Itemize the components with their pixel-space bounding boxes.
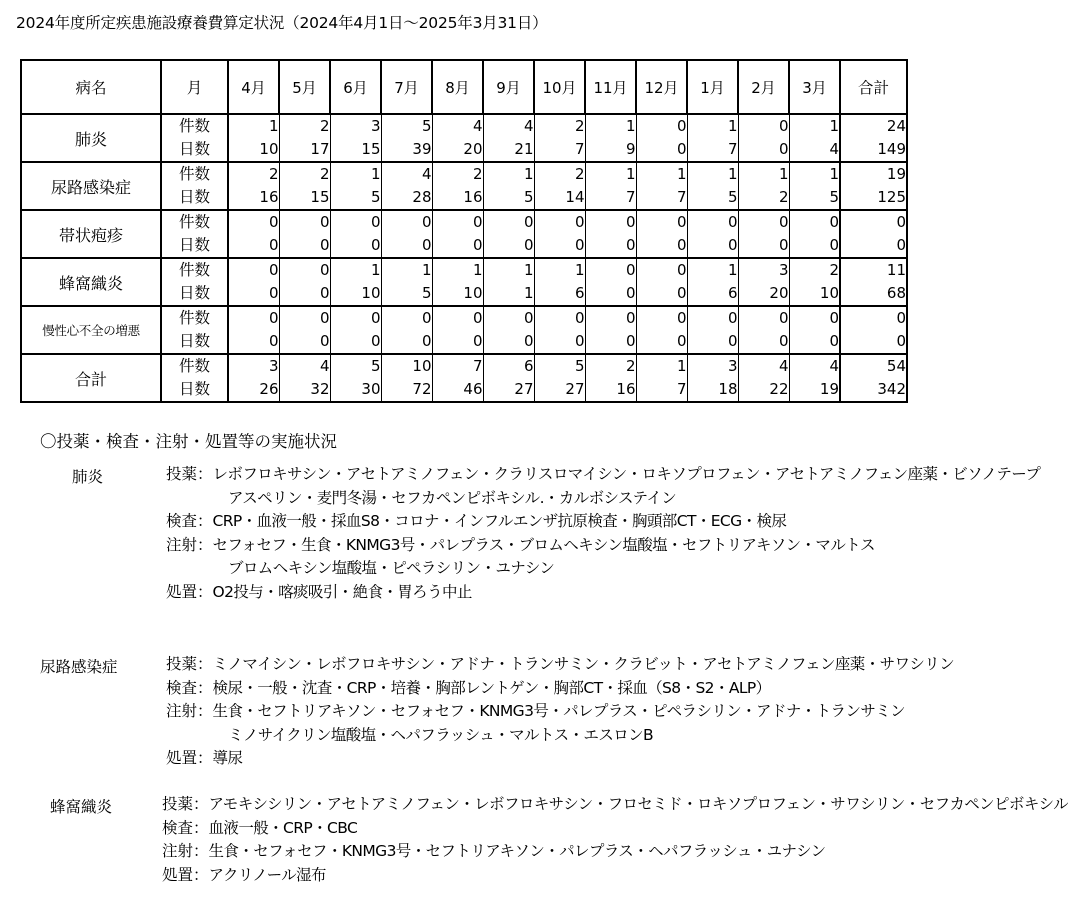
days-total-cell: 342 <box>840 378 907 402</box>
count-total-cell: 54 <box>840 354 907 378</box>
detail-item-label: 処置： <box>166 583 213 601</box>
count-cell: 3 <box>330 114 381 138</box>
count-cell: 0 <box>279 258 330 282</box>
days-cell: 32 <box>279 378 330 402</box>
count-cell: 0 <box>228 210 279 234</box>
days-cell: 0 <box>636 282 687 306</box>
count-cell: 3 <box>687 354 738 378</box>
count-cell: 0 <box>228 306 279 330</box>
count-cell: 1 <box>636 162 687 186</box>
detail-item-label: 注射： <box>166 702 213 721</box>
header-total: 合計 <box>840 60 907 114</box>
days-cell: 15 <box>279 186 330 210</box>
count-cell: 0 <box>636 258 687 282</box>
days-cell: 0 <box>432 234 483 258</box>
count-cell: 2 <box>789 258 840 282</box>
days-cell: 9 <box>585 138 636 162</box>
detail-item <box>166 652 954 676</box>
count-cell: 1 <box>687 114 738 138</box>
detail-item-label: 処置： <box>166 749 213 768</box>
days-label-cell: 日数 <box>161 378 228 402</box>
header-disease: 病名 <box>21 60 161 114</box>
page-title: 2024年度所定疾患施設療養費算定状況（2024年4月1日～2025年3月31日） <box>16 14 548 32</box>
count-cell: 0 <box>534 306 585 330</box>
days-cell: 72 <box>381 378 432 402</box>
detail-item-text: ミノマイシン・レボフロキサシン・アドナ・トランサミン・クラビット・アセトアミノフェン座薬・サワシリン <box>212 655 955 673</box>
detail-item-text: アモキシシリン・アセトアミノフェン・レボフロキサシン・フロセミド・ロキソプロフェン・サワシリン・セフカペンピボキシル <box>208 795 1068 813</box>
count-cell: 0 <box>789 306 840 330</box>
header-month-cell: 2月 <box>738 60 789 114</box>
detail-item <box>162 839 826 863</box>
count-label-cell: 件数 <box>161 306 228 330</box>
days-cell: 5 <box>381 282 432 306</box>
days-cell: 10 <box>789 282 840 306</box>
days-cell: 5 <box>789 186 840 210</box>
count-cell: 1 <box>483 162 534 186</box>
count-cell: 0 <box>330 306 381 330</box>
detail-item <box>166 699 905 723</box>
days-cell: 10 <box>228 138 279 162</box>
count-cell: 2 <box>228 162 279 186</box>
days-cell: 0 <box>636 138 687 162</box>
count-cell: 0 <box>279 210 330 234</box>
days-label-cell: 日数 <box>161 234 228 258</box>
count-cell: 0 <box>585 258 636 282</box>
detail-item-text: 検尿・一般・沈査・CRP・培養・胸部レントゲン・胸部CT・採血（S8・S2・ALP） <box>212 678 771 697</box>
detail-item-text: 生食・セフォセフ・KNMG3号・セフトリアキソン・パレプラス・ヘパフラッシュ・ユナシン <box>208 842 826 861</box>
header-month-cell: 11月 <box>585 60 636 114</box>
days-cell: 0 <box>789 234 840 258</box>
header-month-cell: 5月 <box>279 60 330 114</box>
count-cell: 0 <box>381 306 432 330</box>
count-cell: 0 <box>534 210 585 234</box>
disease-name-cell: 肺炎 <box>21 114 161 162</box>
detail-item-label: 投薬： <box>166 465 213 483</box>
detail-item <box>166 746 242 770</box>
count-total-cell: 0 <box>840 210 907 234</box>
days-cell: 20 <box>738 282 789 306</box>
days-cell: 0 <box>228 330 279 354</box>
header-month-cell: 8月 <box>432 60 483 114</box>
days-cell: 2 <box>738 186 789 210</box>
details-section-title: 〇投薬・検査・注射・処置等の実施状況 <box>40 432 337 451</box>
count-total-cell: 24 <box>840 114 907 138</box>
days-cell: 21 <box>483 138 534 162</box>
days-total-cell: 125 <box>840 186 907 210</box>
header-month-cell: 7月 <box>381 60 432 114</box>
detail-item-label: 注射： <box>166 535 213 554</box>
count-cell: 0 <box>636 210 687 234</box>
detail-item-text: セフォセフ・生食・KNMG3号・パレプラス・ブロムヘキシン塩酸塩・セフトリアキソン・マルトス <box>212 535 875 554</box>
days-cell: 5 <box>330 186 381 210</box>
days-cell: 6 <box>687 282 738 306</box>
detail-item-text: CRP・血液一般・採血S8・コロナ・インフルエンザ抗原検査・胸頭部CT・ECG・検尿 <box>212 512 787 531</box>
days-cell: 0 <box>381 234 432 258</box>
count-cell: 0 <box>687 210 738 234</box>
days-cell: 0 <box>228 234 279 258</box>
count-cell: 4 <box>432 114 483 138</box>
days-cell: 6 <box>534 282 585 306</box>
count-cell: 0 <box>432 210 483 234</box>
count-cell: 1 <box>585 114 636 138</box>
count-cell: 1 <box>330 258 381 282</box>
days-cell: 0 <box>738 330 789 354</box>
table-row <box>21 306 907 330</box>
count-cell: 1 <box>483 258 534 282</box>
count-total-cell: 19 <box>840 162 907 186</box>
header-month: 月 <box>161 60 228 114</box>
disease-name-cell: 帯状疱疹 <box>21 210 161 258</box>
days-cell: 17 <box>279 138 330 162</box>
table-row <box>21 354 907 378</box>
days-cell: 39 <box>381 138 432 162</box>
header-month-cell: 4月 <box>228 60 279 114</box>
count-cell: 2 <box>279 162 330 186</box>
detail-group-name: 肺炎 <box>72 468 104 486</box>
detail-item-label: 検査： <box>166 678 213 697</box>
count-cell: 0 <box>381 210 432 234</box>
count-cell: 5 <box>381 114 432 138</box>
stats-table <box>20 59 908 403</box>
count-cell: 0 <box>738 306 789 330</box>
count-cell: 0 <box>585 210 636 234</box>
days-cell: 10 <box>330 282 381 306</box>
count-cell: 2 <box>279 114 330 138</box>
detail-item-label: 処置： <box>162 865 209 884</box>
days-cell: 0 <box>687 330 738 354</box>
days-cell: 22 <box>738 378 789 402</box>
count-cell: 4 <box>483 114 534 138</box>
count-label-cell: 件数 <box>161 210 228 234</box>
count-cell: 0 <box>483 306 534 330</box>
count-cell: 1 <box>636 354 687 378</box>
days-cell: 20 <box>432 138 483 162</box>
days-cell: 16 <box>585 378 636 402</box>
days-cell: 30 <box>330 378 381 402</box>
count-cell: 1 <box>687 258 738 282</box>
count-cell: 1 <box>228 114 279 138</box>
count-cell: 0 <box>279 306 330 330</box>
count-cell: 1 <box>789 162 840 186</box>
days-label-cell: 日数 <box>161 282 228 306</box>
count-label-cell: 件数 <box>161 258 228 282</box>
count-cell: 0 <box>228 258 279 282</box>
count-cell: 2 <box>534 114 585 138</box>
count-cell: 1 <box>789 114 840 138</box>
detail-group-name: 尿路感染症 <box>40 658 118 676</box>
detail-item <box>166 462 1040 486</box>
count-cell: 7 <box>432 354 483 378</box>
count-cell: 0 <box>432 306 483 330</box>
days-cell: 0 <box>636 234 687 258</box>
count-total-cell: 11 <box>840 258 907 282</box>
days-total-cell: 68 <box>840 282 907 306</box>
detail-item-label: 検査： <box>166 512 213 531</box>
days-cell: 28 <box>381 186 432 210</box>
days-cell: 16 <box>432 186 483 210</box>
count-cell: 5 <box>330 354 381 378</box>
count-cell: 0 <box>483 210 534 234</box>
detail-item-label: 注射： <box>162 842 209 861</box>
days-cell: 18 <box>687 378 738 402</box>
disease-name-cell: 慢性心不全の増悪 <box>21 306 161 354</box>
days-total-cell: 149 <box>840 138 907 162</box>
detail-item-continuation: ミノサイクリン塩酸塩・ヘパフラッシュ・マルトス・エスロンB <box>228 725 654 744</box>
days-cell: 1 <box>483 282 534 306</box>
count-cell: 4 <box>381 162 432 186</box>
detail-item <box>162 816 357 840</box>
count-cell: 6 <box>483 354 534 378</box>
days-cell: 5 <box>687 186 738 210</box>
disease-name-cell: 蜂窩織炎 <box>21 258 161 306</box>
days-cell: 5 <box>483 186 534 210</box>
detail-item-label: 検査： <box>162 818 209 837</box>
days-cell: 0 <box>432 330 483 354</box>
count-cell: 1 <box>381 258 432 282</box>
days-cell: 4 <box>789 138 840 162</box>
days-cell: 7 <box>585 186 636 210</box>
days-total-cell: 0 <box>840 234 907 258</box>
table-row <box>21 258 907 282</box>
days-cell: 0 <box>381 330 432 354</box>
days-cell: 16 <box>228 186 279 210</box>
count-cell: 1 <box>687 162 738 186</box>
count-cell: 0 <box>330 210 381 234</box>
days-cell: 0 <box>483 234 534 258</box>
days-cell: 10 <box>432 282 483 306</box>
disease-name-cell: 合計 <box>21 354 161 402</box>
detail-item <box>166 533 875 557</box>
days-cell: 0 <box>585 282 636 306</box>
table-row <box>21 114 907 138</box>
days-cell: 27 <box>483 378 534 402</box>
count-cell: 3 <box>228 354 279 378</box>
days-cell: 27 <box>534 378 585 402</box>
table-row <box>21 162 907 186</box>
days-cell: 7 <box>636 378 687 402</box>
count-label-cell: 件数 <box>161 354 228 378</box>
count-cell: 0 <box>738 114 789 138</box>
count-cell: 2 <box>432 162 483 186</box>
count-cell: 0 <box>585 306 636 330</box>
days-cell: 0 <box>330 234 381 258</box>
count-cell: 2 <box>534 162 585 186</box>
days-cell: 46 <box>432 378 483 402</box>
count-cell: 4 <box>279 354 330 378</box>
detail-item-label: 投薬： <box>162 795 209 813</box>
days-cell: 0 <box>687 234 738 258</box>
days-cell: 0 <box>330 330 381 354</box>
detail-item-continuation: ブロムヘキシン塩酸塩・ピペラシリン・ユナシン <box>228 559 555 578</box>
days-cell: 0 <box>585 234 636 258</box>
count-cell: 1 <box>330 162 381 186</box>
count-cell: 4 <box>738 354 789 378</box>
count-cell: 1 <box>432 258 483 282</box>
days-cell: 0 <box>738 138 789 162</box>
header-month-cell: 12月 <box>636 60 687 114</box>
detail-item-label: 投薬： <box>166 655 213 673</box>
count-cell: 0 <box>738 210 789 234</box>
count-label-cell: 件数 <box>161 114 228 138</box>
days-cell: 0 <box>789 330 840 354</box>
count-cell: 0 <box>636 306 687 330</box>
count-label-cell: 件数 <box>161 162 228 186</box>
table-row <box>21 210 907 234</box>
detail-item <box>162 792 1068 816</box>
days-label-cell: 日数 <box>161 138 228 162</box>
count-cell: 3 <box>738 258 789 282</box>
days-cell: 0 <box>279 330 330 354</box>
days-label-cell: 日数 <box>161 186 228 210</box>
detail-item <box>166 509 786 533</box>
days-cell: 0 <box>534 234 585 258</box>
count-cell: 5 <box>534 354 585 378</box>
count-cell: 4 <box>789 354 840 378</box>
days-cell: 7 <box>534 138 585 162</box>
days-cell: 19 <box>789 378 840 402</box>
detail-item-text: アクリノール湿布 <box>208 865 326 884</box>
count-cell: 1 <box>534 258 585 282</box>
days-cell: 15 <box>330 138 381 162</box>
count-cell: 10 <box>381 354 432 378</box>
header-month-cell: 9月 <box>483 60 534 114</box>
table-header-row <box>21 60 907 114</box>
detail-item-text: 生食・セフトリアキソン・セフォセフ・KNMG3号・パレプラス・ピペラシリン・アドナ・トランサミン <box>212 702 906 721</box>
count-cell: 0 <box>636 114 687 138</box>
detail-item-text: 血液一般・CRP・CBC <box>208 818 358 837</box>
header-month-cell: 1月 <box>687 60 738 114</box>
detail-item-text: レボフロキサシン・アセトアミノフェン・クラリスロマイシン・ロキソプロフェン・アセトアミノフェン座薬・ビソノテープ <box>212 465 1041 483</box>
header-month-cell: 3月 <box>789 60 840 114</box>
days-cell: 26 <box>228 378 279 402</box>
count-cell: 1 <box>738 162 789 186</box>
days-total-cell: 0 <box>840 330 907 354</box>
days-cell: 0 <box>534 330 585 354</box>
days-cell: 0 <box>279 234 330 258</box>
detail-item-continuation: アスペリン・麦門冬湯・セフカペンピボキシル.・カルボシステイン <box>228 488 677 507</box>
header-month-cell: 6月 <box>330 60 381 114</box>
detail-item <box>166 580 472 604</box>
days-label-cell: 日数 <box>161 330 228 354</box>
count-cell: 1 <box>585 162 636 186</box>
detail-group-name: 蜂窩織炎 <box>50 798 113 816</box>
count-total-cell: 0 <box>840 306 907 330</box>
count-cell: 2 <box>585 354 636 378</box>
count-cell: 0 <box>789 210 840 234</box>
days-cell: 7 <box>687 138 738 162</box>
days-cell: 0 <box>228 282 279 306</box>
detail-item <box>162 863 326 887</box>
disease-name-cell: 尿路感染症 <box>21 162 161 210</box>
header-month-cell: 10月 <box>534 60 585 114</box>
detail-item-text: O2投与・喀痰吸引・絶食・胃ろう中止 <box>212 583 472 601</box>
days-cell: 7 <box>636 186 687 210</box>
days-cell: 0 <box>279 282 330 306</box>
count-cell: 0 <box>687 306 738 330</box>
days-cell: 0 <box>738 234 789 258</box>
detail-item-text: 導尿 <box>212 749 243 768</box>
days-cell: 14 <box>534 186 585 210</box>
days-cell: 0 <box>483 330 534 354</box>
detail-item <box>166 676 771 700</box>
days-cell: 0 <box>585 330 636 354</box>
days-cell: 0 <box>636 330 687 354</box>
